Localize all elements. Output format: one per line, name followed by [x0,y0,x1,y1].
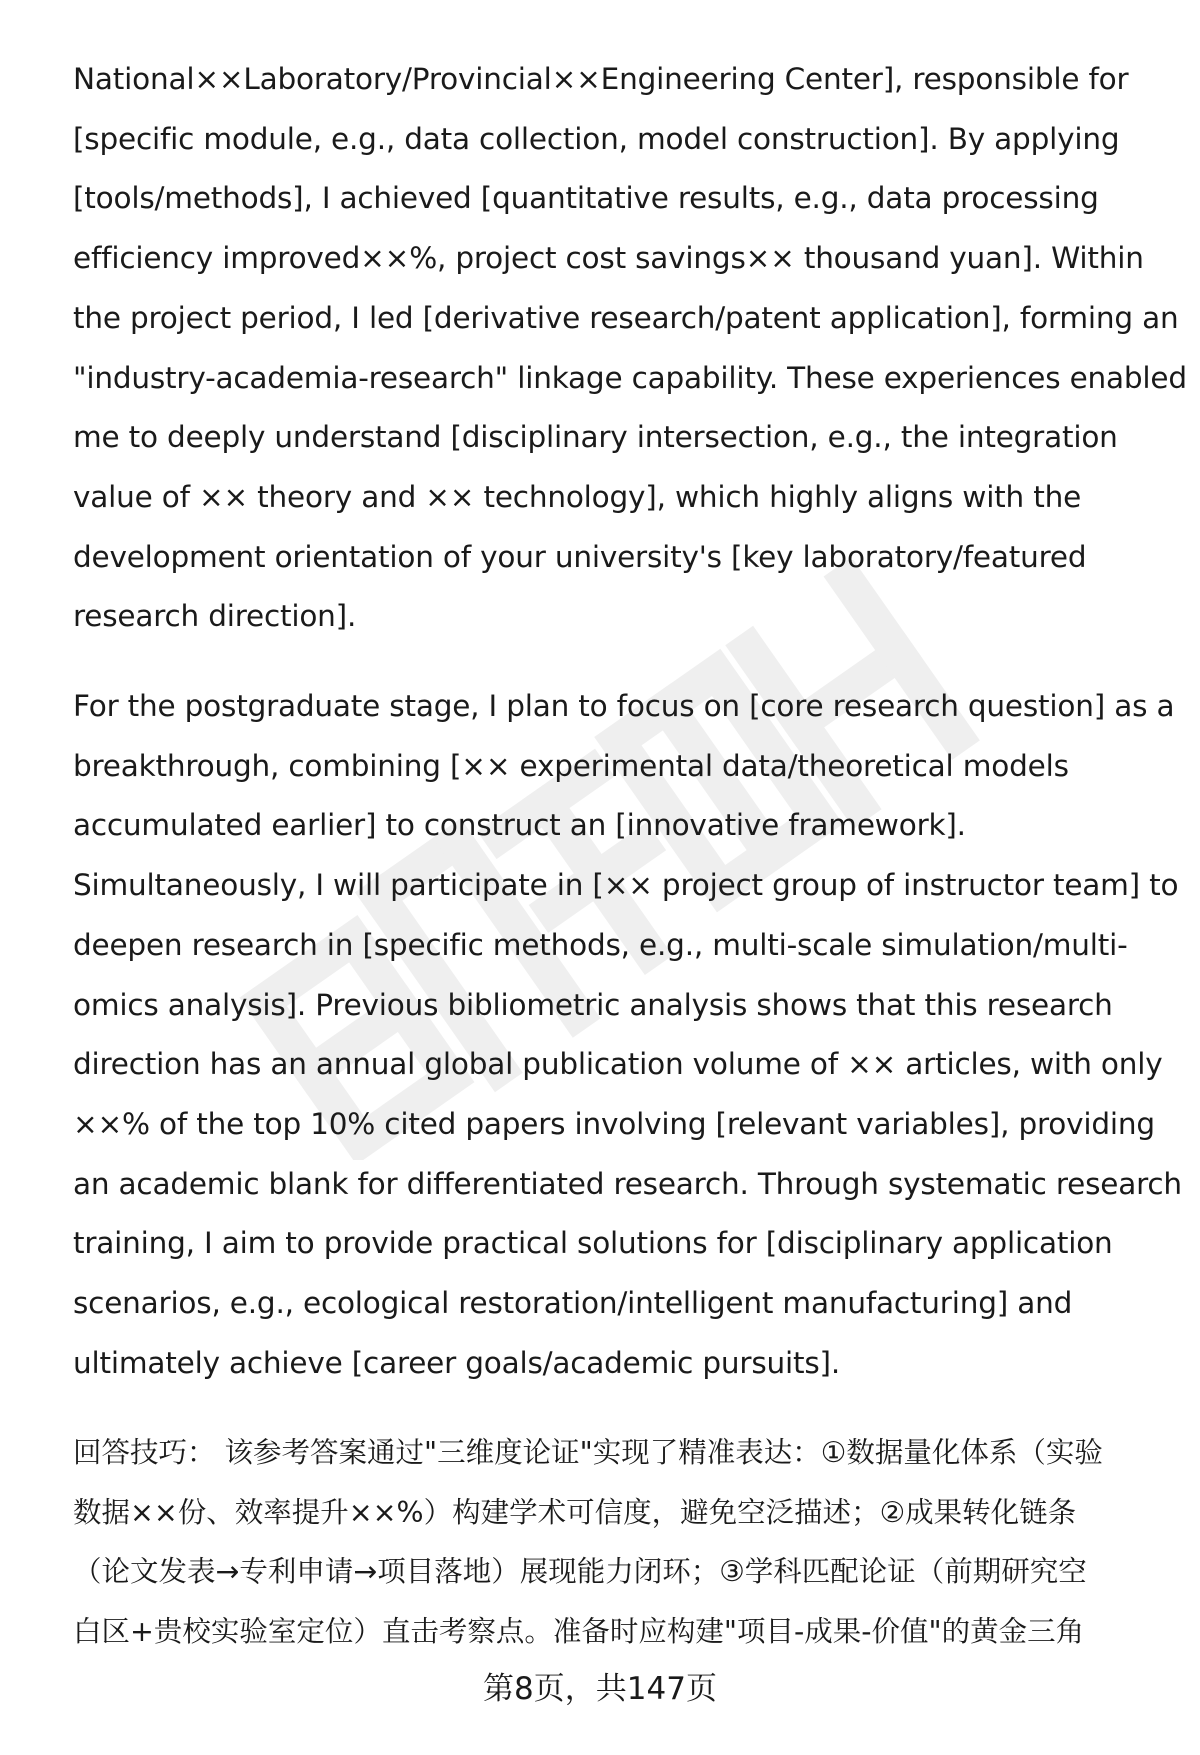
text-line: 白区+贵校实验室定位）直击考察点。准备时应构建"项目-成果-价值"的黄金三角 [73,1614,1085,1648]
text-line: research direction]. [73,599,357,634]
text-line: scenarios, e.g., ecological restoration/intelligent manufacturing] and [73,1286,1073,1321]
text-line: me to deeply understand [disciplinary intersection, e.g., the integration [73,420,1118,455]
paragraph-research-experience [73,50,1187,647]
text-line: [tools/methods], I achieved [quantitative results, e.g., data processing [73,181,1099,216]
text-line: 数据××份、效率提升××%）构建学术可信度，避免空泛描述；②成果转化链条 [73,1495,1077,1529]
text-line: deepen research in [specific methods, e.g., multi-scale simulation/multi- [73,927,1128,962]
text-line: efficiency improved××%, project cost savings×× thousand yuan]. Within [73,241,1144,276]
text-line: training, I aim to provide practical solutions for [disciplinary application [73,1226,1113,1261]
page-number: 第8页，共147页 [483,1671,717,1707]
text-line: value of ×× theory and ×× technology], which highly aligns with the [73,479,1082,514]
text-line: development orientation of your university's [key laboratory/featured [73,539,1087,574]
text-line: ××% of the top 10% cited papers involving [relevant variables], providing [73,1106,1155,1141]
answer-tips [73,1423,1158,1661]
text-line: For the postgraduate stage, I plan to focus on [core research question] as a [73,689,1175,724]
text-line: direction has an annual global publication volume of ×× articles, with only [73,1047,1163,1082]
text-line: ultimately achieve [career goals/academic pursuits]. [73,1345,841,1380]
text-line: an academic blank for differentiated research. Through systematic research [73,1166,1182,1201]
document-content [73,50,1187,1690]
text-line: omics analysis]. Previous bibliometric analysis shows that this research [73,987,1113,1022]
text-line: 回答技巧： 该参考答案通过"三维度论证"实现了精准表达：①数据量化体系（实验 [73,1436,1103,1470]
text-line: breakthrough, combining [×× experimental data/theoretical models [73,748,1069,783]
paragraph-postgraduate-plan [73,677,1182,1393]
text-line: Simultaneously, I will participate in [×× project group of instructor team] to [73,868,1179,903]
text-line: the project period, I led [derivative research/patent application], forming an [73,300,1179,335]
text-line: National××Laboratory/Provincial××Engineering Center], responsible for [73,62,1129,96]
text-line: "industry-academia-research" linkage capability. These experiences enabled [73,360,1187,395]
text-line: accumulated earlier] to construct an [innovative framework]. [73,808,966,843]
text-line: [specific module, e.g., data collection, model construction]. By applying [73,121,1120,156]
text-line: （论文发表→专利申请→项目落地）展现能力闭环；③学科匹配论证（前期研究空 [73,1555,1087,1589]
